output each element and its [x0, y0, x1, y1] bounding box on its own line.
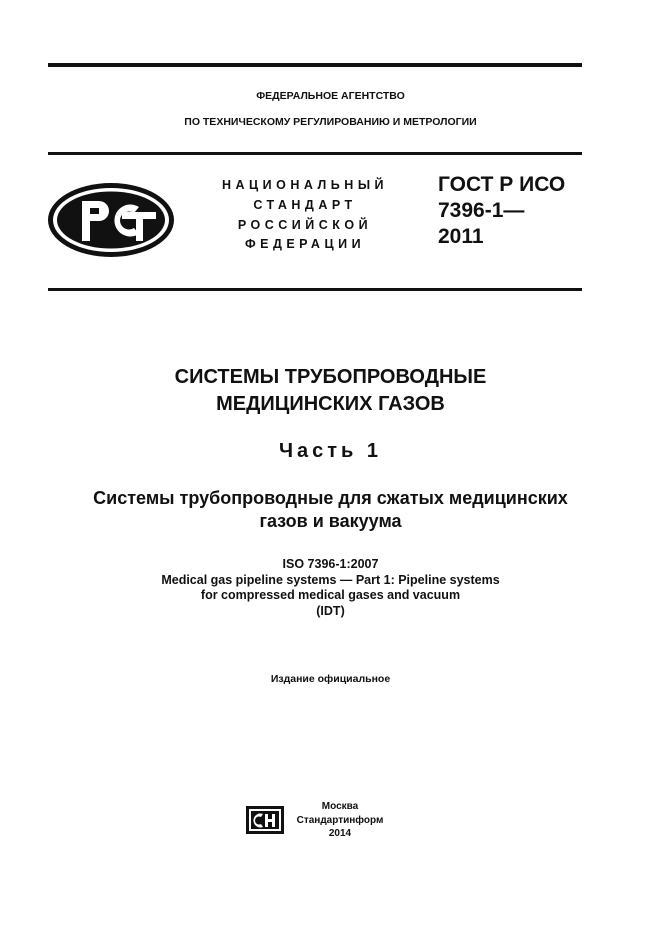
title-line-1: СИСТЕМЫ ТРУБОПРОВОДНЫЕ — [174, 366, 487, 388]
agency-line-2: ПО ТЕХНИЧЕСКОМУ РЕГУЛИРОВАНИЮ И МЕТРОЛОГИИ — [184, 116, 477, 128]
main-title — [0, 364, 661, 418]
standard-line-3: РОССИЙСКОЙ — [237, 217, 373, 232]
code-line-1: ГОСТ Р ИСО — [438, 173, 566, 196]
standard-line-4: ФЕДЕРАЦИИ — [244, 237, 366, 252]
subtitle — [0, 487, 661, 533]
part-number: Часть 1 — [278, 440, 383, 462]
iso-line-2: Medical gas pipeline systems — Part 1: Pipeline systems — [161, 572, 500, 587]
national-standard-block — [205, 176, 405, 255]
header-rule — [48, 152, 582, 155]
subtitle-line-1: Системы трубопроводные для сжатых медицинских — [93, 488, 568, 508]
standard-line-2: СТАНДАРТ — [253, 197, 357, 212]
agency-line-1: ФЕДЕРАЛЬНОЕ АГЕНТСТВО — [256, 90, 405, 102]
iso-line-4: (IDT) — [316, 603, 345, 618]
publisher-year: 2014 — [328, 828, 352, 839]
code-line-3: 2011 — [438, 225, 484, 248]
publisher-name: Стандартинформ — [296, 814, 384, 826]
iso-reference — [0, 557, 661, 619]
standard-line-1: НАЦИОНАЛЬНЫЙ — [221, 178, 389, 192]
publisher-block — [292, 800, 388, 841]
rst-certification-logo — [46, 181, 176, 259]
iso-line-3: for compressed medical gases and vacuum — [200, 588, 461, 602]
subtitle-line-2: газов и вакуума — [259, 511, 402, 531]
block-rule — [48, 288, 582, 291]
title-line-2: МЕДИЦИНСКИХ ГАЗОВ — [216, 393, 445, 415]
top-rule — [48, 63, 582, 67]
iso-line-1: ISO 7396-1:2007 — [282, 557, 379, 571]
code-line-2: 7396-1— — [438, 199, 525, 222]
standartinform-logo — [246, 804, 284, 836]
publisher-city: Москва — [321, 801, 359, 812]
edition-label: Издание официальное — [270, 673, 391, 685]
standard-code — [438, 172, 588, 250]
